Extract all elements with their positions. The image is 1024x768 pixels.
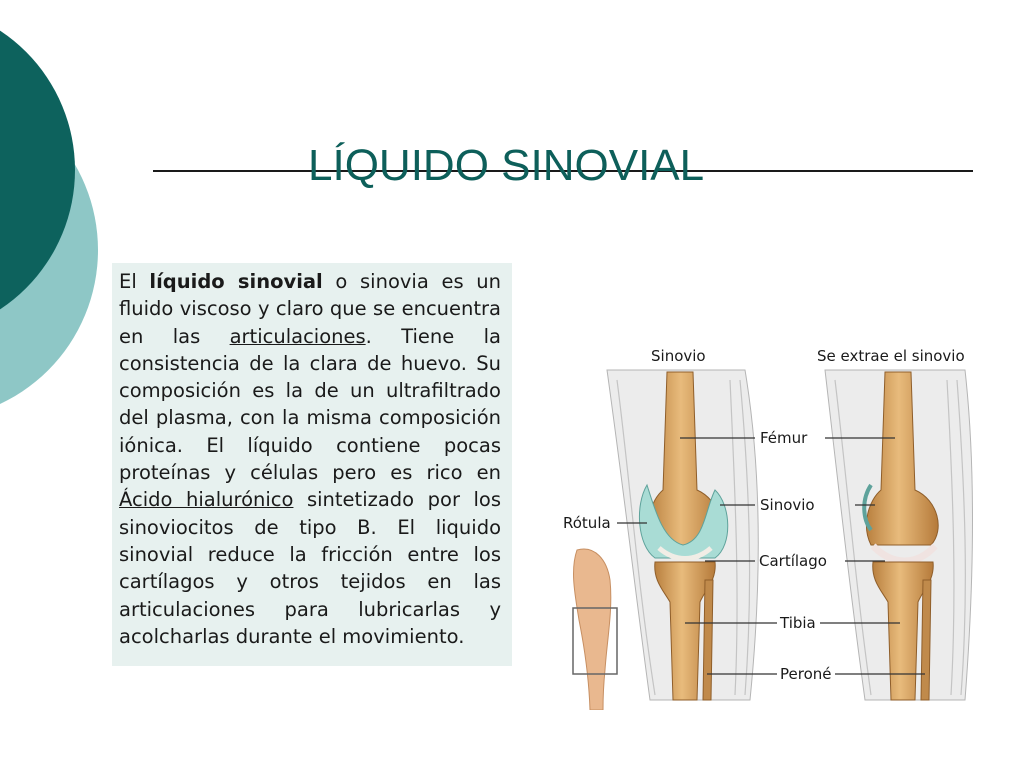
label-rotula: Rótula	[563, 514, 611, 532]
label-sinovio: Sinovio	[760, 496, 815, 514]
slide-title: LÍQUIDO SINOVIAL	[308, 141, 705, 190]
link-acido-hialuronico[interactable]: Ácido hialurónico	[119, 488, 294, 512]
link-articulaciones[interactable]: articulaciones	[229, 324, 366, 348]
body-text-2: o sinovia es un fluido viscoso y claro que se encuentra en las	[119, 270, 502, 348]
figure-heading-left: Sinovio	[651, 347, 706, 365]
body-paragraph	[119, 268, 501, 650]
body-text-1: El	[119, 270, 150, 293]
term-liquido-sinovial: líquido sinovial	[149, 270, 323, 293]
body-text-4: sintetizado por los sinoviocitos de tipo B. El liquido sinovial reduce la fricción entre los cartílagos y otros tejidos en las articulaciones para lubricarlas y acolcharlas durante el movimiento.	[119, 488, 501, 648]
figure-heading-right: Se extrae el sinovio	[817, 347, 965, 365]
knee-synovium-removed	[825, 370, 973, 700]
leg-silhouette	[573, 549, 610, 710]
label-femur: Fémur	[760, 429, 808, 447]
fibula-left	[703, 580, 713, 700]
label-cartilago: Cartílago	[759, 552, 827, 570]
body-text-3: . Tiene la consistencia de la clara de huevo. Su composición es la de un ultrafiltrado del plasma, con la misma composición iónica. El líquido contiene pocas proteínas y células pero es rico en	[119, 324, 502, 485]
knee-anatomy-figure	[555, 340, 975, 710]
fibula-right	[921, 580, 931, 700]
label-tibia: Tibia	[780, 614, 816, 632]
leg-thumbnail	[573, 549, 617, 710]
decorative-circles	[0, 0, 110, 420]
label-perone: Peroné	[780, 665, 832, 683]
knee-with-synovium	[607, 370, 758, 700]
